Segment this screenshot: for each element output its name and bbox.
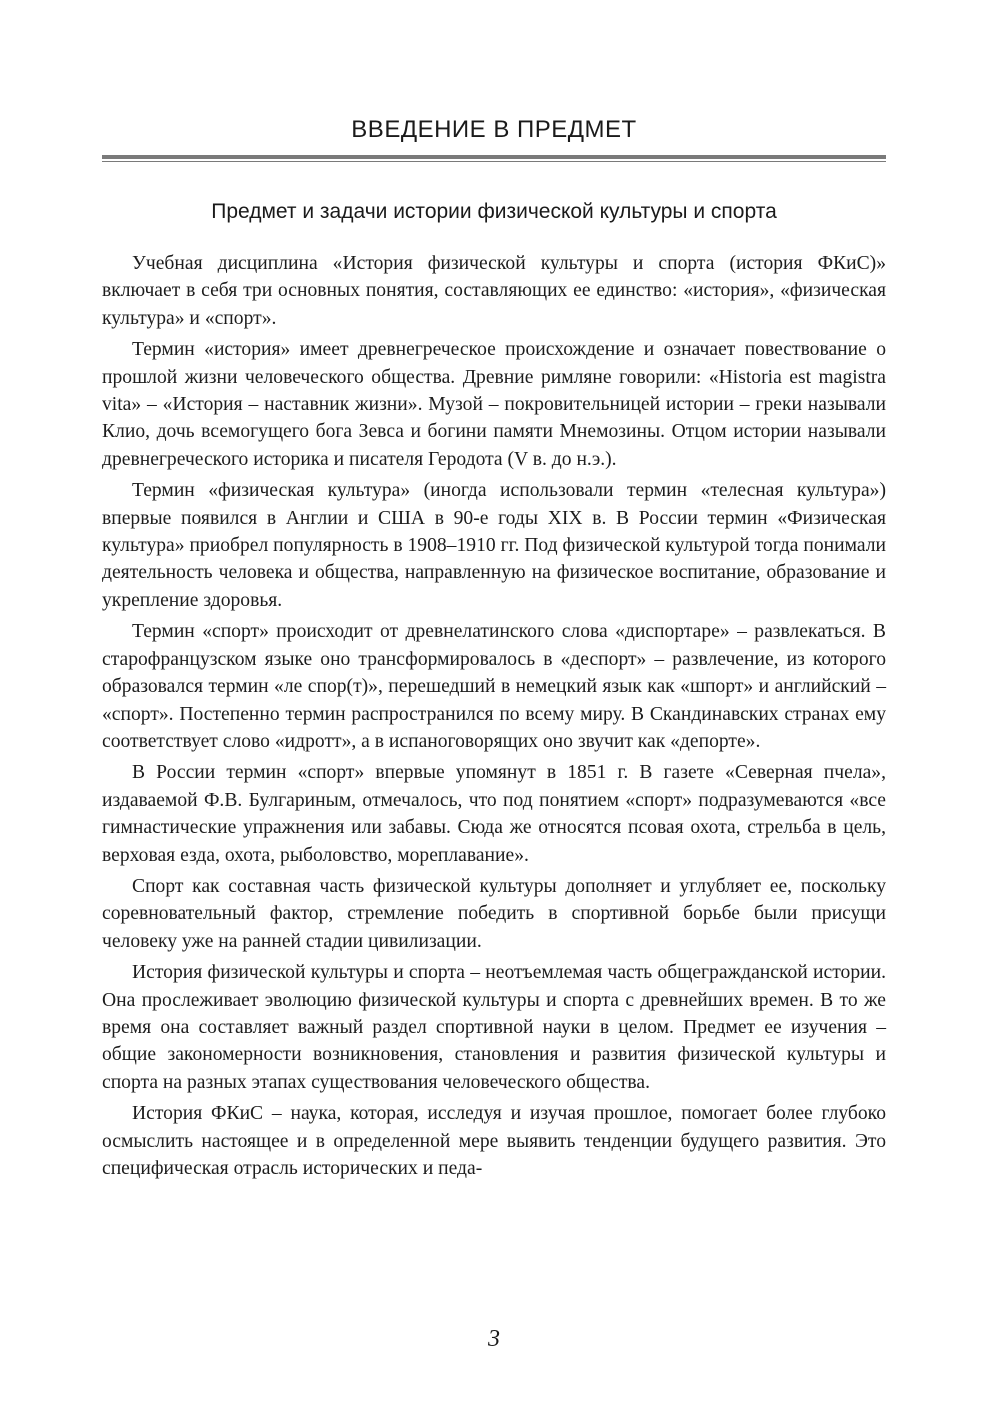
paragraph: Спорт как составная часть физической культуры дополняет и углубляет ее, поскольку соревновательный фактор, стремление победить в спортивной борьбе были присущи человеку уже на ранней стадии цивилизации.	[102, 875, 886, 952]
divider-thin-line	[102, 161, 886, 162]
paragraph: Термин «спорт» происходит от древнелатинского слова «диспортаре» – развлекаться. В старофранцузском языке оно трансформировалось в «деспорт» – развлечение, из которого образовался термин «ле спор(т)», перешедший в немецкий язык как «шпорт» и английский – «спорт». Постепенно термин распространился по всему миру. В Скандинавских странах ему соответствует слово «идротт», а в испаноговорящих оно звучит как «депорте».	[102, 621, 886, 752]
chapter-title: ВВЕДЕНИЕ В ПРЕДМЕТ	[351, 116, 637, 143]
chapter-divider	[102, 155, 886, 164]
paragraph: История ФКиС – наука, которая, исследуя и изучая прошлое, помогает более глубоко осмыслить настоящее и в определенной мере выявить тенденции будущего развития. Это специфическая отрасль исторических и педа-	[102, 1103, 886, 1179]
paragraph: Термин «история» имеет древнегреческое происхождение и означает повествование о прошлой жизни человеческого общества. Древние римляне говорили: «Historia est magistra vita» – «История – наставник жизни». Музой – покровительницей истории – греки называли Клио, дочь всемогущего бога Зевса и богини памяти Мнемозины. Отцом истории называли древнегреческого историка и писателя Геродота (V в. до н.э.).	[102, 339, 886, 470]
body-text	[102, 250, 886, 1186]
paragraph: Учебная дисциплина «История физической культуры и спорта (история ФКиС)» включает в себя три основных понятия, составляющих ее единство: «история», «физическая культура» и «спорт».	[102, 253, 886, 329]
paragraph: В России термин «спорт» впервые упомянут в 1851 г. В газете «Северная пчела», издаваемой Ф.В. Булгариным, отмечалось, что под понятием «спорт» подразумеваются «все гимнастические упражнения или забавы. Сюда же относятся псовая охота, стрельба в цель, верховая езда, охота, рыболовство, мореплавание».	[102, 762, 886, 866]
paragraph: История физической культуры и спорта – неотъемлемая часть общегражданской истории. Она прослеживает эволюцию физической культуры и спорта с древнейших времен. В то же время она составляет важный раздел спортивной науки в целом. Предмет ее изучения – общие закономерности возникновения, становления и развития физической культуры и спорта на разных этапах существования человеческого общества.	[102, 962, 886, 1093]
section-title: Предмет и задачи истории физической культуры и спорта	[211, 200, 777, 223]
page-number: 3	[488, 1326, 500, 1352]
paragraph: Термин «физическая культура» (иногда использовали термин «телесная культура») впервые появился в Англии и США в 90-е годы XIX в. В России термин «Физическая культура» приобрел популярность в 1908–1910 гг. Под физической культурой тогда понимали деятельность человека и общества, направленную на физическое воспитание, образование и укрепление здоровья.	[102, 480, 886, 611]
